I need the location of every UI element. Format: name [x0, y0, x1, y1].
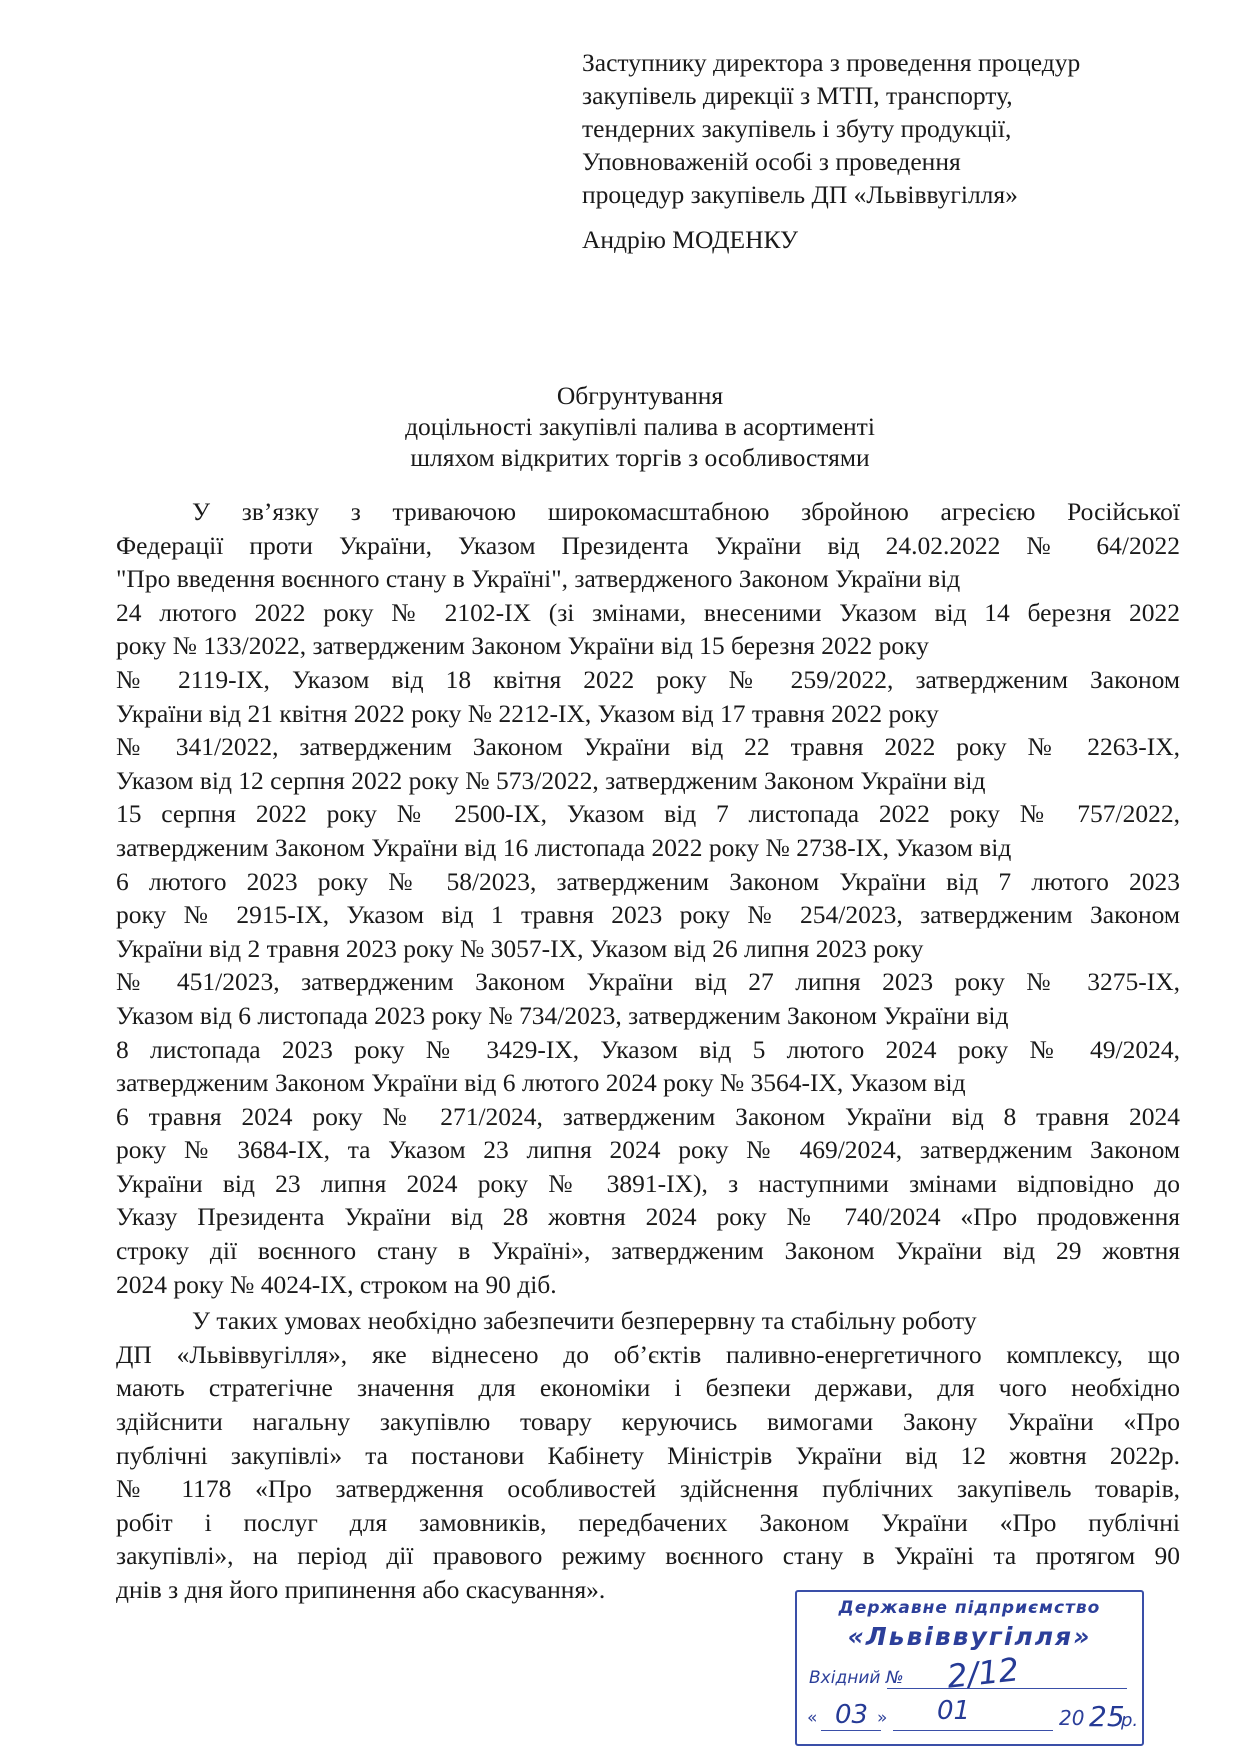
paragraph-2	[116, 1304, 1180, 1606]
text-line: року № 3684-IX, та Указом 23 липня 2024 року № 469/2024, затвердженим Законом	[116, 1135, 1180, 1165]
document-body	[116, 495, 1180, 1607]
registration-stamp	[795, 1590, 1144, 1746]
text-line: України від 2 травня 2023 року № 3057-IX, Указом від 26 липня 2023 року	[116, 933, 924, 963]
stamp-month-line	[893, 1730, 1053, 1731]
text-line: 6 лютого 2023 року № 58/2023, затвердженим Законом України від 7 лютого 2023	[116, 866, 1180, 896]
text-line: № 341/2022, затвердженим Законом України від 22 травня 2022 року № 2263-IX,	[116, 732, 1180, 762]
stamp-month: 01	[937, 1696, 971, 1726]
addressee-line: процедур закупівель ДП «Львіввугілля»	[582, 180, 1018, 209]
text-line: публічні закупівлі» та постанови Кабінету Міністрів України від 12 жовтня 2022р.	[116, 1440, 1180, 1470]
text-line: днів з дня його припинення або скасування».	[116, 1575, 606, 1604]
text-line: № 1178 «Про затвердження особливостей здійснення публічних закупівель товарів,	[116, 1474, 1180, 1504]
text-line: 6 травня 2024 року № 271/2024, затвердженим Законом України від 8 травня 2024	[116, 1101, 1180, 1131]
text-line: України від 21 квітня 2022 року № 2212-IX, Указом від 17 травня 2022 року	[116, 698, 939, 728]
text-line: 15 серпня 2022 року № 2500-IX, Указом від 7 листопада 2022 року № 757/2022,	[116, 799, 1180, 829]
text-line: року № 2915-IX, Указом від 1 травня 2023 року № 254/2023, затвердженим Законом	[116, 900, 1180, 930]
text-line: України від 23 липня 2024 року № 3891-IX), з наступними змінами відповідно до	[116, 1168, 1180, 1198]
text-line: Федерації проти України, Указом Президента України від 24.02.2022 № 64/2022	[116, 530, 1180, 560]
text-line: У зв’язку з триваючою широкомасштабною збройною агресією Російської	[192, 497, 1180, 526]
text-line: № 2119-IX, Указом від 18 квітня 2022 року № 259/2022, затвердженим Законом	[116, 664, 1180, 694]
stamp-year-suffix: р.	[1121, 1710, 1139, 1731]
text-line: затвердженим Законом України від 6 лютого 2024 року № 3564-IX, Указом від	[116, 1068, 966, 1098]
text-line: № 451/2023, затвердженим Законом України від 27 липня 2023 року № 3275-IX,	[116, 967, 1180, 997]
addressee-line: тендерних закупівель і збуту продукції,	[582, 114, 1012, 143]
text-line: закупівлі», на період дії правового режиму воєнного стану в Україні та протягом 90	[116, 1541, 1180, 1571]
stamp-quote-open: «	[807, 1708, 818, 1728]
text-line: 24 лютого 2022 року № 2102-IX (зі змінами, внесеними Указом від 14 березня 2022	[116, 597, 1180, 627]
text-line: року № 133/2022, затвердженим Законом України від 15 березня 2022 року	[116, 631, 929, 661]
addressee-line: закупівель дирекції з МТП, транспорту,	[582, 81, 1013, 110]
addressee-name: Андрію МОДЕНКУ	[582, 225, 799, 254]
stamp-handwritten-number: 2/12	[945, 1650, 1021, 1696]
addressee-line: Заступнику директора з проведення процедур	[582, 48, 1081, 77]
document-title	[300, 380, 980, 473]
text-line: строку дії воєнного стану в Україні», затвердженим Законом України від 29 жовтня	[116, 1236, 1180, 1266]
stamp-org: Державне підприємство	[838, 1598, 1101, 1618]
stamp-quote-close: »	[877, 1708, 888, 1728]
text-line: 2024 року № 4024-IX, строком на 90 діб.	[116, 1269, 557, 1299]
addressee-line: Уповноваженій особі з проведення	[582, 147, 961, 176]
text-line: ДП «Львіввугілля», яке віднесено до об’єктів паливно-енергетичного комплексу, що	[116, 1339, 1180, 1369]
text-line: У таких умовах необхідно забезпечити безперервну та стабільну роботу	[192, 1306, 977, 1336]
text-line: здійснити нагальну закупівлю товару керуючись вимогами Закону України «Про	[116, 1407, 1180, 1437]
stamp-company-name: «Львіввугілля»	[847, 1622, 1092, 1651]
title-line: Обгрунтування	[556, 381, 724, 410]
title-line: доцільності закупівлі палива в асортименті	[405, 412, 875, 441]
text-line: Указом від 6 листопада 2023 року № 734/2023, затвердженим Законом України від	[116, 1000, 1009, 1030]
stamp-year-handwritten: 25	[1089, 1700, 1125, 1733]
text-line: мають стратегічне значення для економіки і безпеки держави, для чого необхідно	[116, 1373, 1180, 1403]
title-line: шляхом відкритих торгів з особливостями	[410, 443, 870, 472]
text-line: "Про введення воєнного стану в Україні", затвердженого Законом України від	[116, 564, 961, 594]
stamp-number-line	[887, 1688, 1127, 1689]
stamp-day-line	[821, 1730, 881, 1731]
text-line: 8 листопада 2023 року № 3429-IX, Указом від 5 лютого 2024 року № 49/2024,	[116, 1034, 1180, 1064]
text-line: затвердженим Законом України від 16 листопада 2022 року № 2738-IX, Указом від	[116, 832, 1012, 862]
stamp-inbox-label: Вхідний №	[809, 1668, 904, 1688]
addressee-block	[582, 46, 1182, 256]
stamp-date-row	[807, 1696, 1139, 1733]
stamp-year-prefix: 20	[1059, 1706, 1085, 1730]
text-line: Указу Президента України від 28 жовтня 2024 року № 740/2024 «Про продовження	[116, 1202, 1180, 1232]
paragraph-1	[116, 495, 1180, 1301]
text-line: робіт і послуг для замовників, передбачених Законом України «Про публічні	[116, 1507, 1180, 1537]
stamp-day: 03	[835, 1700, 869, 1730]
text-line: Указом від 12 серпня 2022 року № 573/2022, затвердженим Законом України від	[116, 765, 986, 795]
